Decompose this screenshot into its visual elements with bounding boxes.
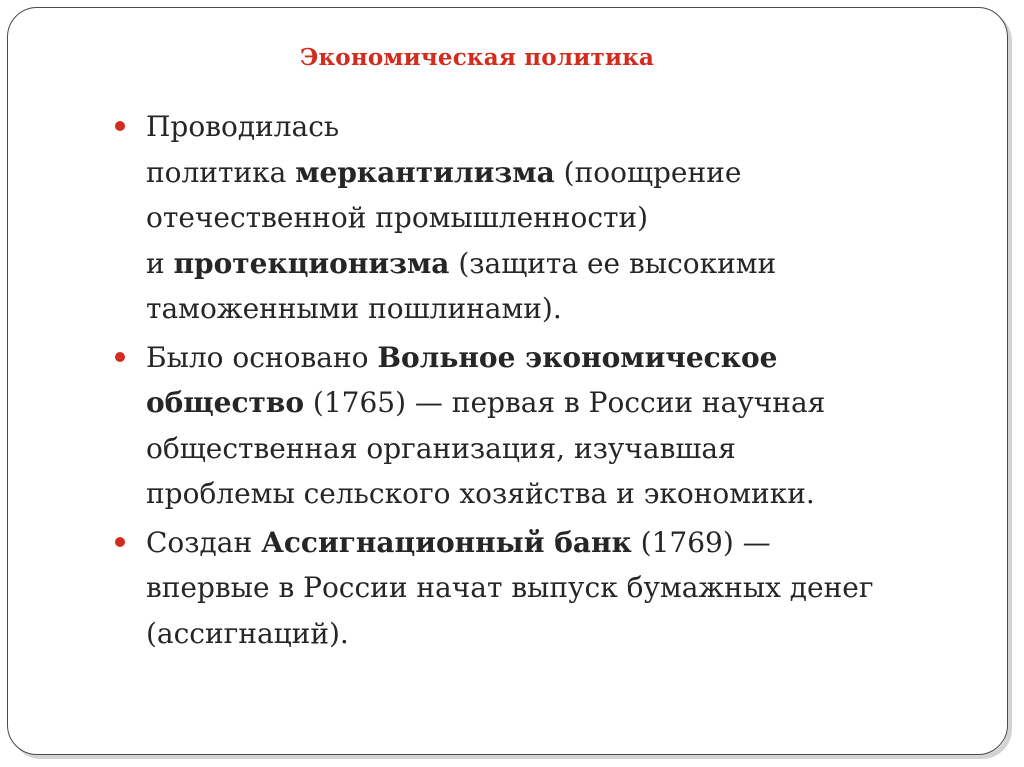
bullet-line: Создан Ассигнационный банк (1769) —: [146, 525, 771, 559]
keyword-protectionism: протекционизма: [173, 246, 450, 280]
bullet-line: Было основано Вольное экономическое: [146, 340, 778, 374]
bullet-dot-icon: [115, 537, 125, 547]
bullet-line: Проводилась: [146, 110, 340, 143]
keyword-free-economic: Вольное экономическое: [377, 340, 778, 374]
keyword-mercantilism: меркантилизма: [295, 155, 555, 189]
bullet-item-free-economic-society: [112, 335, 992, 517]
bullet-dot-icon: [115, 121, 125, 131]
bullet-line: таможенными пошлинами).: [146, 292, 562, 325]
keyword-assignation-bank: Ассигнационный банк: [261, 525, 632, 559]
bullet-line: отечественной промышленности): [146, 201, 649, 234]
bullet-line: (ассигнаций).: [146, 616, 349, 650]
bullet-line: впервые в России начат выпуск бумажных денег: [146, 571, 874, 604]
keyword-society: общество: [146, 386, 304, 419]
bullet-line: политика меркантилизма (поощрение: [146, 155, 742, 189]
slide-title: Экономическая политика: [300, 44, 655, 71]
bullet-line: общественная организация, изучавшая: [146, 431, 736, 465]
bullet-list: [112, 104, 992, 659]
bullet-item-assignation-bank: [112, 520, 992, 657]
bullet-dot-icon: [115, 352, 125, 362]
bullet-item-mercantilism: [112, 104, 992, 332]
bullet-line: проблемы сельского хозяйства и экономики.: [146, 477, 815, 510]
bullet-line: и протекционизма (защита ее высокими: [146, 246, 777, 280]
bullet-line: общество (1765) — первая в России научная: [146, 386, 826, 419]
